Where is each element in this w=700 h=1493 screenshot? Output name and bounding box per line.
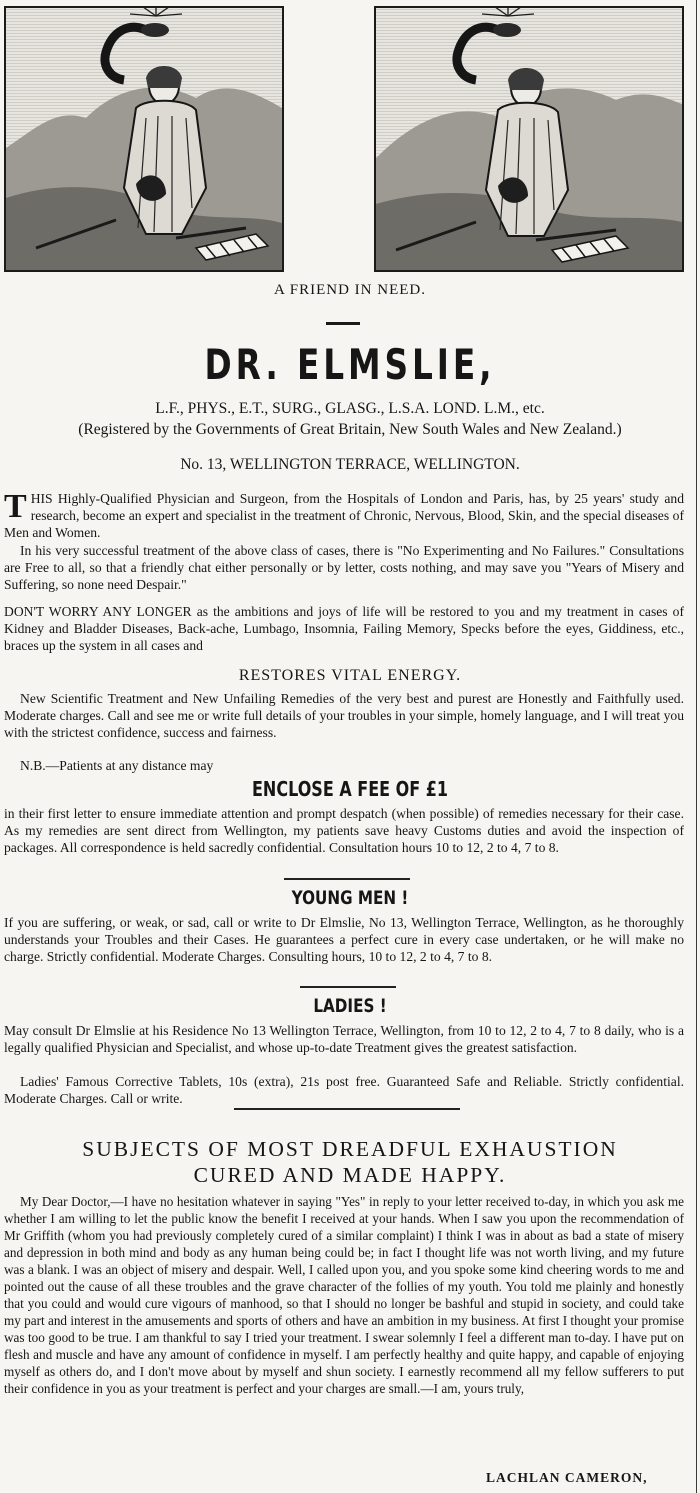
drop-cap: T [4, 488, 27, 525]
ladies-paragraph: May consult Dr Elmslie at his Residence No 13 Wellington Terrace, Wellington, from 10 to 12, 2 to 4, 7 to 8 daily, who is a legally qualified Physician and Specialist, and whose up-to-date Treatment gives the greatest satisfaction. [4, 1023, 684, 1056]
restores-vital-energy-heading: RESTORES VITAL ENERGY. [238, 667, 462, 684]
new-scientific-paragraph: New Scientific Treatment and New Unfailing Remedies of the very best and purest are Honestly and Faithfully used. Moderate charges. Call and see me or write full details of your troubles in your simple, homely language, and I will treat you with the strictest confidence, success and fairness. [4, 691, 684, 741]
enclose-fee-heading: ENCLOSE A FEE OF £1 [252, 777, 448, 801]
ladies-tablets-paragraph: Ladies' Famous Corrective Tablets, 10s (extra), 21s post free. Guaranteed Safe and Reliable. Strictly confidential. Moderate Charges. Call or write. [4, 1074, 684, 1107]
section-rule [234, 1108, 460, 1110]
doctor-name-heading: DR. ELMSLIE, [204, 340, 496, 389]
address: No. 13, WELLINGTON TERRACE, WELLINGTON. [180, 456, 520, 473]
subjects-heading-line-1: SUBJECTS OF MOST DREADFUL EXHAUSTION [82, 1137, 618, 1161]
intro-paragraph [4, 490, 684, 542]
woman-with-lamp-illustration-repeat [376, 8, 682, 270]
section-rule [300, 986, 396, 988]
young-men-paragraph: If you are suffering, or weak, or sad, call or write to Dr Elmslie, No 13, Wellington Terrace, Wellington, as he thoroughly understands your Troubles and their Cases. He guarantees a perfect cure in every case undertaken, or he will make no charge. Strictly confidential. Moderate Charges. Consulting hours, 10 to 12, 2 to 4, 7 to 8. [4, 915, 684, 965]
ladies-heading: LADIES ! [313, 995, 387, 1017]
section-rule [284, 878, 410, 880]
young-men-heading: YOUNG MEN ! [291, 887, 409, 909]
woman-with-lamp-illustration [6, 8, 282, 270]
qualifications: L.F., PHYS., E.T., SURG., GLASG., L.S.A. LOND. L.M., etc. [155, 400, 545, 417]
woodcut-illustration-right [374, 6, 684, 272]
nb-note: N.B.—Patients at any distance may [20, 758, 214, 773]
tagline: A FRIEND IN NEED. [274, 282, 426, 298]
signature: LACHLAN CAMERON, [486, 1470, 648, 1485]
intro-text: HIS Highly-Qualified Physician and Surgeon, from the Hospitals of London and Paris, has, by 25 years' study and research, become an expert and specialist in the treatment of Chronic, Nervous, Blood, Skin, and the special diseases of Men and Women. [4, 491, 684, 541]
registration-note: (Registered by the Governments of Great Britain, New South Wales and New Zealand.) [78, 421, 622, 438]
no-experimenting-paragraph: In his very successful treatment of the above class of cases, there is "No Experimenting and No Failures." Consultations are Free to all, so that a friendly chat either personally or by letter, costs nothing, and may save you "Years of Misery and Suffering, so none need Despair." [4, 543, 684, 593]
woodcut-illustration-left [4, 6, 284, 272]
subjects-heading-line-2: CURED AND MADE HAPPY. [193, 1163, 507, 1187]
testimonial-letter: My Dear Doctor,—I have no hesitation whatever in saying "Yes" in reply to your letter received to-day, in which you ask me whether I am willing to let the public know the benefit I received at your hands. When I saw you upon the recommendation of Mr Griffith (whom you had previously completely cured of a similar complaint) I think I was in about as bad a state of misery and depression in both mind and body as any human being could be; in fact I thought life was not worth living, and my future was a blank. I was an object of misery and despair. Well, I called upon you, and you spoke some kind cheering words to me and pointed out the cause of all these troubles and the grave character of the follies of my youth. You told me plainly and honestly that you could and would cure vigours of manhood, so that I should no longer be bashful and stupid in society, and could take my part and interest in the amusements and sports of others and have an ambition in my business. At first I thought your promise was too good to be true. I am thankful to say I tried your treatment. I swear solemnly I feel a different man to-day. I have put on flesh and muscle and have any amount of confidence in myself. I am perfectly healthy and quite happy, and capable of enjoying myself as others do, and I don't move about by myself and shun society. I earnestly recommend all my fellow sufferers to put their confidence in you as your treatment is perfect and your charges are small.—I am, yours truly, [4, 1194, 684, 1396]
illustration-row [0, 6, 700, 268]
separator-dash [326, 322, 360, 325]
dont-worry-paragraph: DON'T WORRY ANY LONGER as the ambitions and joys of life will be restored to you and my treatment in cases of Kidney and Bladder Diseases, Back-ache, Lumbago, Insomnia, Failing Memory, Specks before the eyes, Giddiness, etc., braces up the system in all cases and [4, 604, 684, 654]
fee-paragraph: in their first letter to ensure immediate attention and prompt despatch (when possible) of remedies necessary for their case. As my remedies are sent direct from Wellington, my patients save heavy Customs duties and avoid the inspection of packages. All correspondence is held sacredly confidential. Consultation hours 10 to 12, 2 to 4, 7 to 8. [4, 806, 684, 856]
